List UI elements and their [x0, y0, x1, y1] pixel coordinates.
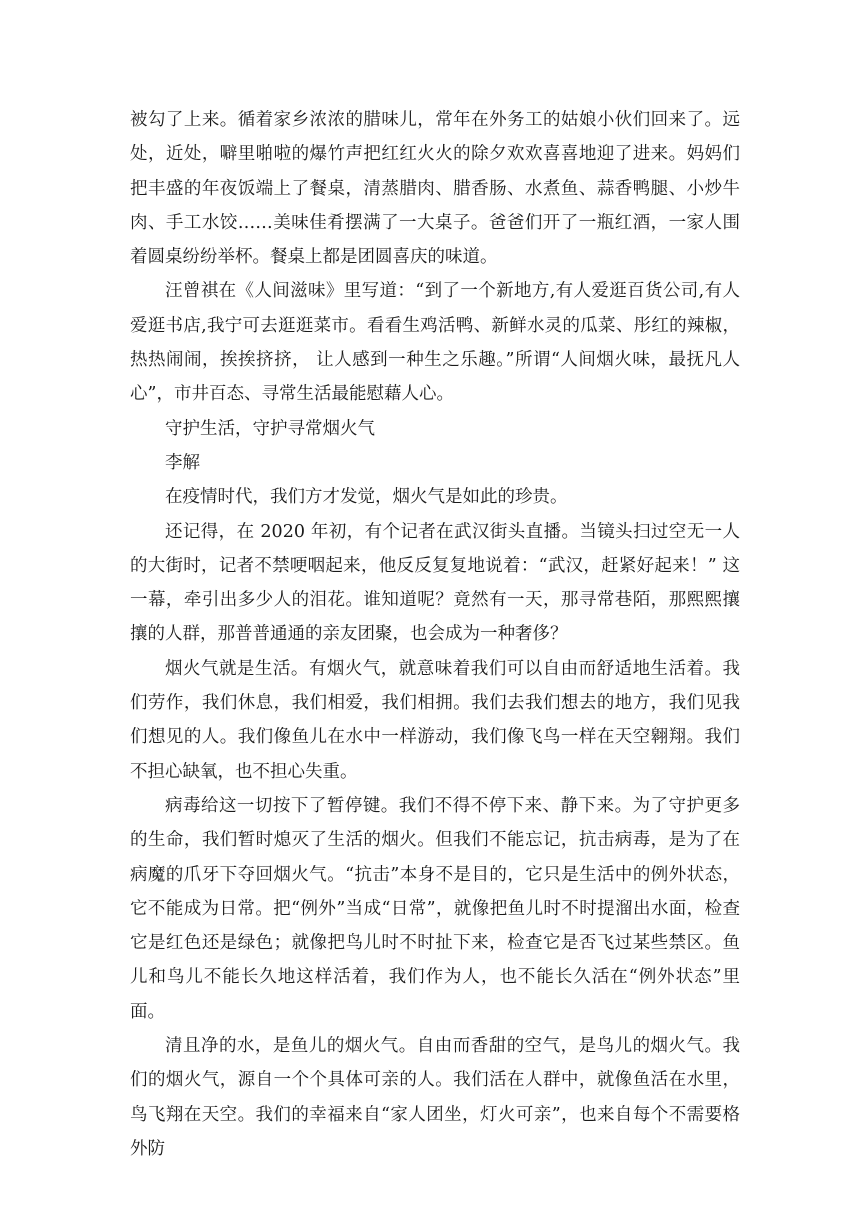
paragraph-festival-dinner: 被勾了上来。循着家乡浓浓的腊味儿，常年在外务工的姑娘小伙们回来了。远处，近处，噼里啪啦的爆竹声把红红火火的除夕欢欢喜喜地迎了进来。妈妈们把丰盛的年夜饭端上了餐桌，清蒸腊肉、腊香肠、水煮鱼、蒜香鸭腿、小炒牛肉、手工水饺……美味佳肴摆满了一大桌子。爸爸们开了一瓶红酒，一家人围着圆桌纷纷举杯。餐桌上都是团圆喜庆的味道。 [130, 110, 740, 268]
paragraph-wang-zengqi-quote: 汪曾祺在《人间滋味》里写道：“到了一个新地方,有人爱逛百货公司,有人爱逛书店,我宁可去逛逛菜市。看看生鸡活鸭、新鲜水灵的瓜菜、彤红的辣椒，热热闹闹，挨挨挤挤， 让人感到一种生之乐趣。”所谓“人间烟火味，最抚凡人心”，市井百态、寻常生活最能慰藉人心。 [130, 281, 740, 405]
paragraph-wuhan-reporter: 还记得，在 2020 年初，有个记者在武汉街头直播。当镜头扫过空无一人的大街时，记者不禁哽咽起来，他反反复复地说着：“武汉，赶紧好起来！” 这一幕，牵引出多少人的泪花。谁知道呢？竟然有一天，那寻常巷陌，那熙熙攘攘的人群，那普普通通的亲友团聚，也会成为一种奢侈？ [130, 521, 740, 645]
paragraph-virus-pause: 病毒给这一切按下了暂停键。我们不得不停下来、静下来。为了守护更多的生命，我们暂时熄灭了生活的烟火。但我们不能忘记，抗击病毒，是为了在病魔的爪牙下夺回烟火气。“抗击”本身不是目的，它只是生活中的例外状态，它不能成为日常。把“例外”当成“日常”，就像把鱼儿时不时提溜出水面，检查它是红色还是绿色；就像把鸟儿时不时扯下来，检查它是否飞过某些禁区。鱼儿和鸟儿不能长久地这样活着，我们作为人，也不能长久活在“例外状态”里面。 [130, 795, 740, 1022]
paragraph-clean-water: 清且净的水，是鱼儿的烟火气。自由而香甜的空气，是鸟儿的烟火气。我们的烟火气，源自一个个具体可亲的人。我们活在人群中，就像鱼活在水里，鸟飞翔在天空。我们的幸福来自“家人团坐，灯火可亲”，也来自每个不需要格外防 [130, 1036, 740, 1159]
document-body [130, 103, 740, 1166]
paragraph-fireworks-is-life: 烟火气就是生活。有烟火气，就意味着我们可以自由而舒适地生活着。我们劳作，我们休息，我们相爱，我们相拥。我们去我们想去的地方，我们见我们想见的人。我们像鱼儿在水中一样游动，我们像飞鸟一样在天空翱翔。我们不担心缺氧，也不担心失重。 [130, 658, 740, 782]
paragraph-pandemic-intro: 在疫情时代，我们方才发觉，烟火气是如此的珍贵。 [165, 487, 568, 508]
article-author: 李解 [165, 452, 200, 473]
article-title: 守护生活，守护寻常烟火气 [165, 418, 375, 439]
